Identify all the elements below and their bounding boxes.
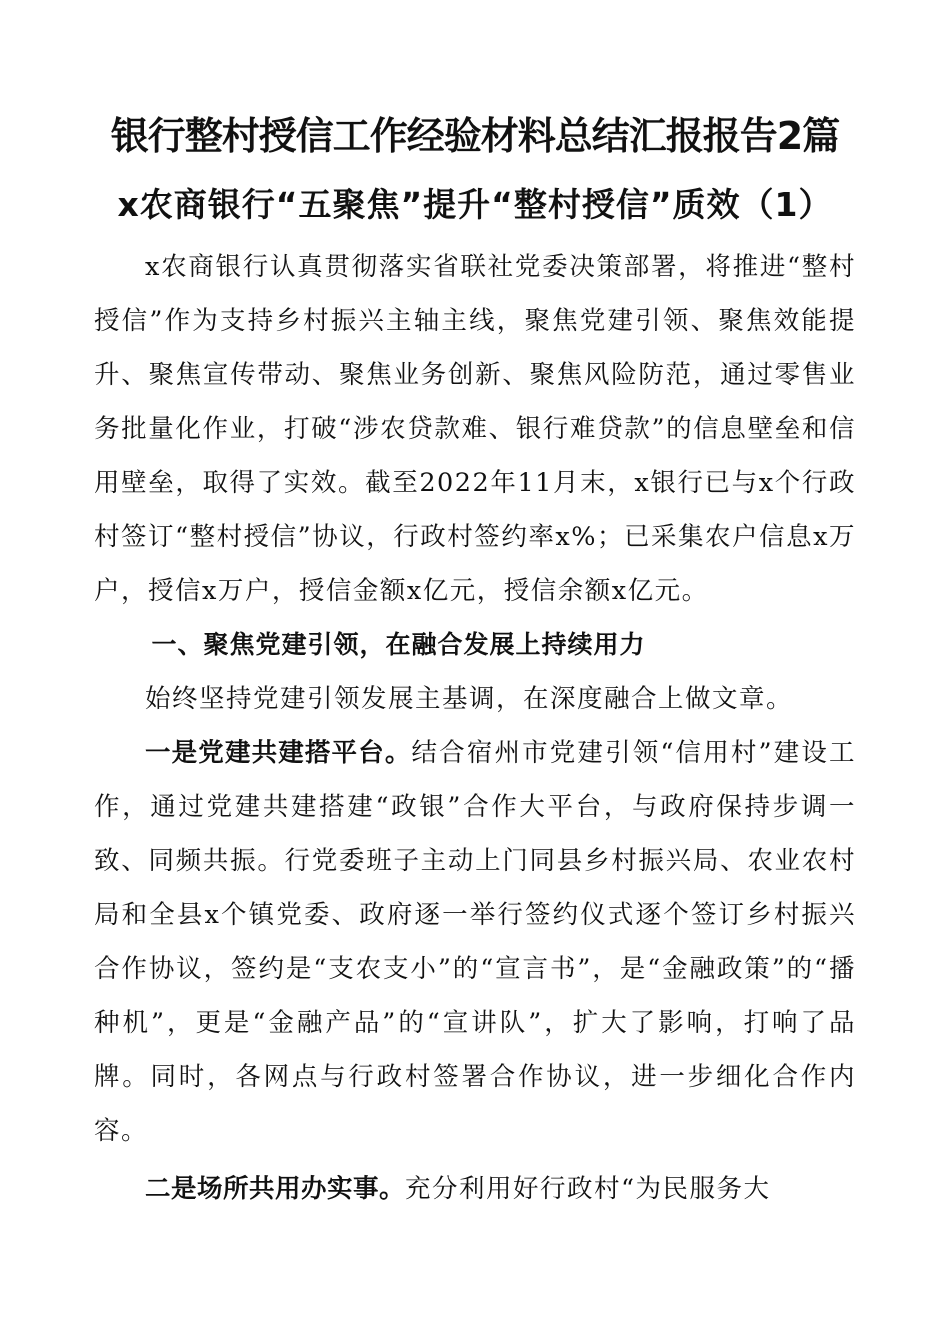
point-lead-1: 一是党建共建搭平台。 [145,738,412,768]
intro-paragraph: x农商银行认真贯彻落实省联社党委决策部署，将推进“整村授信”作为支持乡村振兴主轴主线，聚焦党建引领、聚焦效能提升、聚焦宣传带动、聚焦业务创新、聚焦风险防范，通过零售业务批量化作业，打破“涉农贷款难、银行难贷款”的信息壁垒和信用壁垒，取得了实效。截至2022年11月末，x银行已与x个行政村签订“整村授信”协议，行政村签约率x%；已采集农户信息x万户，授信x万户，授信金额x亿元，授信余额x亿元。 [94,252,856,606]
section-heading-1: 一、聚焦党建引领，在融合发展上持续用力 [151,630,646,659]
document-title: 银行整村授信工作经验材料总结汇报报告2篇 [110,114,840,158]
document-page [94,108,856,1216]
document-subtitle: x农商银行“五聚焦”提升“整村授信”质效（1） [117,185,833,224]
point-paragraph-1 [94,726,856,1158]
point-text-2: 充分利用好行政村“为民服务大 [405,1174,771,1204]
point-text-1: 结合宿州市党建引领“信用村”建设工作，通过党建共建搭建“政银”合作大平台，与政府保持步调一致、同频共振。行党委班子主动上门同县乡村振兴局、农业农村局和全县x个镇党委、政府逐一举行签约仪式逐个签订乡村振兴合作协议，签约是“支农支小”的“宣言书”，是“金融政策”的“播种机”，更是“金融产品”的“宣讲队”，扩大了影响，打响了品牌。同时，各网点与行政村签署合作协议，进一步细化合作内容。 [94,738,856,1146]
section-summary: 始终坚持党建引领发展主基调，在深度融合上做文章。 [145,684,794,714]
point-lead-2: 二是场所共用办实事。 [145,1174,406,1204]
point-paragraph-2 [94,1162,856,1216]
